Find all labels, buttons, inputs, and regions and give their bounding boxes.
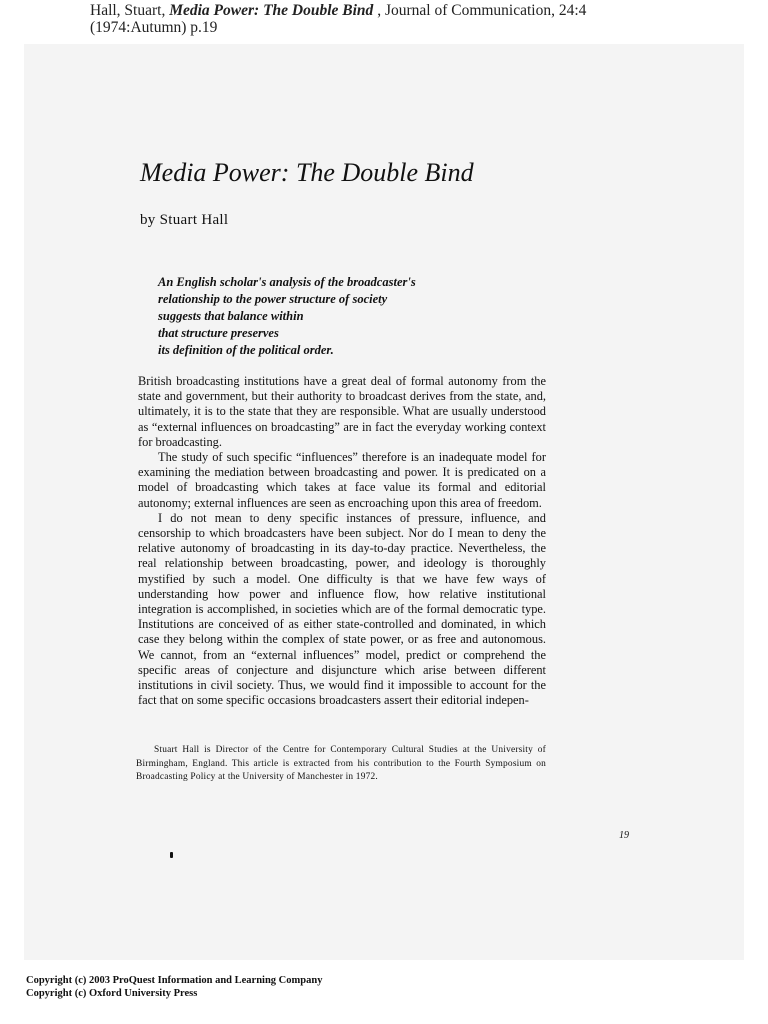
footnote-text: Stuart Hall is Director of the Centre for Contemporary Cultural Studies at the University of Birmingham, England. This article is extracted from his contribution to the Fourth Symposium on Broadcasting Policy at the University of Manchester in 1972. — [136, 745, 546, 782]
article-abstract — [158, 274, 518, 359]
citation-author: Hall, Stuart, — [90, 2, 170, 19]
copyright-line: Copyright (c) Oxford University Press — [26, 987, 198, 999]
article-byline: by Stuart Hall — [140, 212, 229, 228]
body-paragraph: The study of such specific “influences” therefore is an inadequate model for examining the mediation between broadcasting and power. It is predicated on a model of broadcasting which takes at face value its formal and editorial autonomy; external influences are seen as encroaching upon this area of freedom. — [138, 450, 546, 510]
citation-title: Media Power: The Double Bind — [169, 2, 374, 19]
copyright-line: Copyright (c) 2003 ProQuest Information and Learning Company — [26, 975, 323, 986]
abstract-line: An English scholar's analysis of the broadcaster's — [158, 275, 416, 289]
citation-line-1 — [90, 2, 730, 19]
body-paragraph: I do not mean to deny specific instances of pressure, influence, and censorship to which broadcasters have been subject. Nor do I mean to deny the relative autonomy of broadcasting in its day-to-day practice. Nevertheless, the real relationship between broadcasting, power, and ideology is thoroughly mystified by such a model. One difficulty is that we have few ways of understanding how power and influence flow, how relative institutional integration is accomplished, in societies which are of the formal democratic type. Institutions are conceived of as either state-controlled and dominated, in which case they belong within the complex of state power, or as free and autonomous. We cannot, from an “external influences” model, predict or comprehend the specific areas of conjecture and disjuncture which arise between different institutions in civil society. Thus, we would find it impossible to account for the fact that on some specific occasions broadcasters assert their editorial indepen- — [138, 510, 546, 708]
page-number: 19 — [619, 830, 629, 841]
body-paragraph: British broadcasting institutions have a great deal of formal autonomy from the state and government, but their authority to broadcast derives from the state, and, ultimately, it is to the state that they are responsible. What are usually understood as “external influences on broadcasting” are in fact the everyday working context for broadcasting. — [138, 374, 546, 449]
copyright-notice — [26, 975, 322, 1000]
abstract-line: relationship to the power structure of society — [158, 292, 388, 306]
author-footnote — [136, 744, 546, 785]
abstract-line: its definition of the political order. — [158, 343, 334, 357]
citation-header — [90, 2, 730, 36]
scan-speck — [170, 852, 173, 858]
abstract-line: suggests that balance within — [158, 309, 304, 323]
article-title: Media Power: The Double Bind — [140, 158, 474, 187]
citation-source: , Journal of Communication, 24:4 — [373, 2, 587, 19]
article-body — [138, 374, 546, 708]
citation-line-2: (1974:Autumn) p.19 — [90, 19, 218, 36]
abstract-line: that structure preserves — [158, 326, 279, 340]
